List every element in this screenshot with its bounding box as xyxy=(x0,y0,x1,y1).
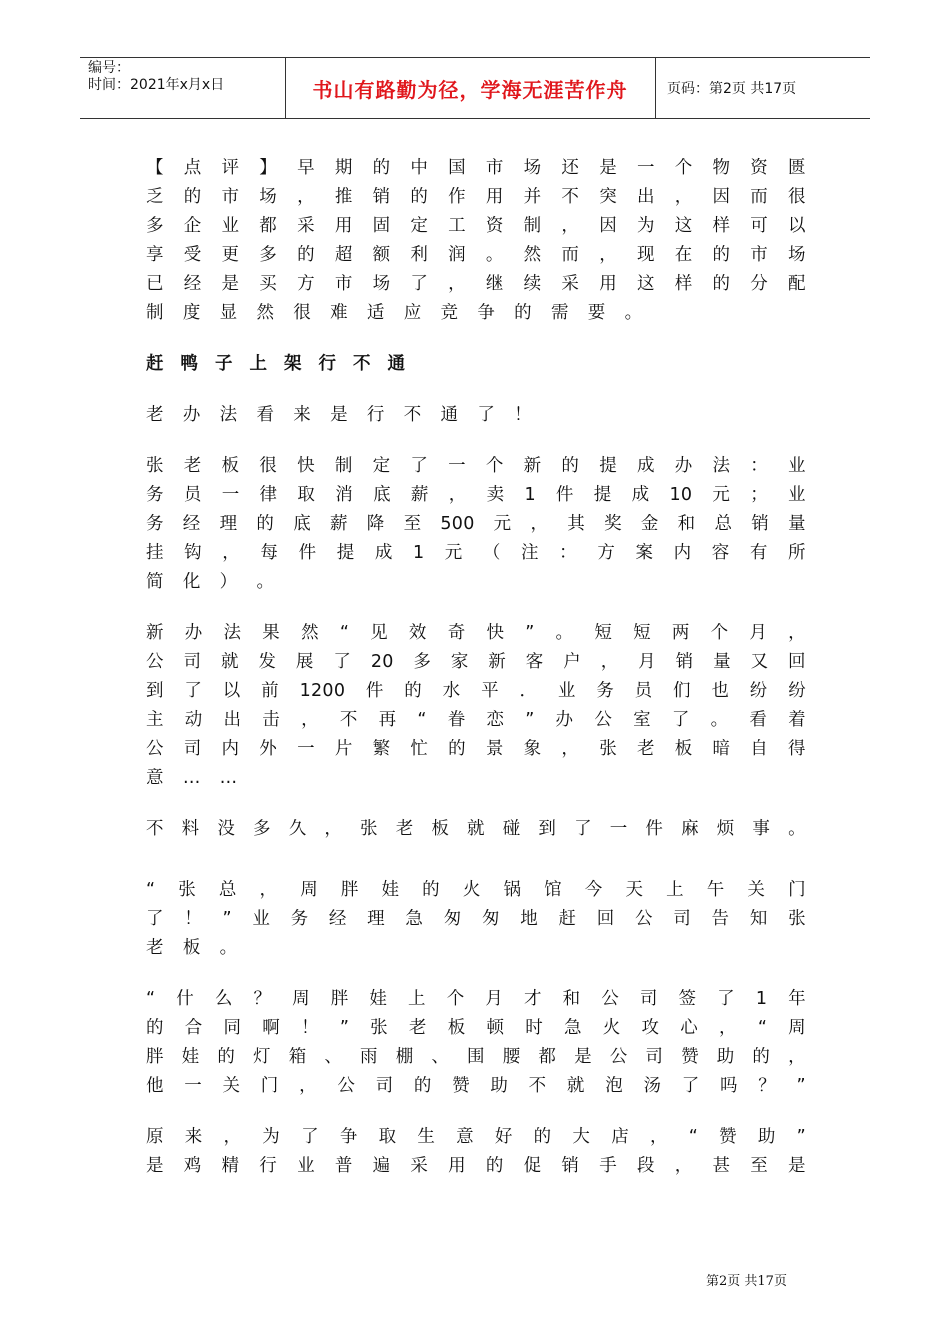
paragraph xyxy=(146,154,806,328)
header-meta xyxy=(88,60,288,94)
text-line: “ 张 总 ， 周 胖 娃 的 火 锅 馆 今 天 上 午 关 门 xyxy=(146,880,806,900)
text-line: 胖 娃 的 灯 箱 、 雨 棚 、 围 腰 都 是 公 司 赞 助 的 ， xyxy=(146,1047,806,1067)
text-line: 新 办 法 果 然 “ 见 效 奇 快 ” 。 短 短 两 个 月 ， xyxy=(146,623,806,643)
text-line: 老 办 法 看 来 是 行 不 通 了 ！ xyxy=(146,405,532,425)
paragraph xyxy=(146,985,806,1101)
text-line: 挂 钩 ， 每 件 提 成 1 元 （ 注 ： 方 案 内 容 有 所 xyxy=(146,543,806,563)
header-motto: 书山有路勤为径，学海无涯苦作舟 xyxy=(312,77,628,102)
text-line: 是 鸡 精 行 业 普 遍 采 用 的 促 销 手 段 ， 甚 至 是 xyxy=(146,1156,806,1176)
text-line: 到 了 以 前 1200 件 的 水 平 ． 业 务 员 们 也 纷 纷 xyxy=(146,681,806,701)
text-line: 了 ！ ” 业 务 经 理 急 匆 匆 地 赶 回 公 司 告 知 张 xyxy=(146,909,806,929)
paragraph xyxy=(146,1123,806,1181)
text-line: 务 经 理 的 底 薪 降 至 500 元 ， 其 奖 金 和 总 销 量 xyxy=(146,514,806,534)
time-label: 时间：2021年x月x日 xyxy=(88,77,225,93)
text-line: 公 司 内 外 一 片 繁 忙 的 景 象 ， 张 老 板 暗 自 得 xyxy=(146,739,806,759)
text-line: 【 点 评 】 早 期 的 中 国 市 场 还 是 一 个 物 资 匮 xyxy=(146,158,806,178)
text-line: 意 … … xyxy=(146,768,238,788)
header-page-info: 页码：第2页 共17页 xyxy=(667,81,797,97)
text-line: 原 来 ， 为 了 争 取 生 意 好 的 大 店 ， “ 赞 助 ” xyxy=(146,1127,806,1147)
paragraph xyxy=(146,815,806,844)
text-line: 多 企 业 都 采 用 固 定 工 资 制 ， 因 为 这 样 可 以 xyxy=(146,216,806,236)
text-line: “ 什 么 ？ 周 胖 娃 上 个 月 才 和 公 司 签 了 1 年 xyxy=(146,989,806,1009)
text-line: 制 度 显 然 很 难 适 应 竞 争 的 需 要 。 xyxy=(146,303,643,323)
document-body xyxy=(146,154,806,1203)
paragraph xyxy=(146,401,806,430)
text-line: 的 合 同 啊 ！ ” 张 老 板 顿 时 急 火 攻 心 ， “ 周 xyxy=(146,1018,806,1038)
serial-label: 编号： xyxy=(88,60,130,76)
header-divider xyxy=(655,58,656,118)
text-line: 老 板 。 xyxy=(146,938,238,958)
section-heading xyxy=(146,350,806,379)
paragraph xyxy=(146,619,806,793)
text-line: 享 受 更 多 的 超 额 利 润 。 然 而 ， 现 在 的 市 场 xyxy=(146,245,806,265)
text-line: 公 司 就 发 展 了 20 多 家 新 客 户 ， 月 销 量 又 回 xyxy=(146,652,806,672)
paragraph xyxy=(146,452,806,597)
text-line: 已 经 是 买 方 市 场 了 ， 继 续 采 用 这 样 的 分 配 xyxy=(146,274,806,294)
text-line: 务 员 一 律 取 消 底 薪 ， 卖 1 件 提 成 10 元 ； 业 xyxy=(146,485,806,505)
text-line: 不 料 没 多 久 ， 张 老 板 就 碰 到 了 一 件 麻 烦 事 。 xyxy=(146,819,806,839)
text-line: 简 化 ） 。 xyxy=(146,572,275,592)
text-line: 乏 的 市 场 ， 推 销 的 作 用 并 不 突 出 ， 因 而 很 xyxy=(146,187,806,207)
page-footer: 第2页 共17页 xyxy=(706,1274,787,1289)
text-line: 赶 鸭 子 上 架 行 不 通 xyxy=(146,354,405,374)
text-line: 张 老 板 很 快 制 定 了 一 个 新 的 提 成 办 法 ： 业 xyxy=(146,456,806,476)
text-line: 主 动 出 击 ， 不 再 “ 眷 恋 ” 办 公 室 了 。 看 着 xyxy=(146,710,806,730)
text-line: 他 一 关 门 ， 公 司 的 赞 助 不 就 泡 汤 了 吗 ？ ” xyxy=(146,1076,806,1096)
page-header xyxy=(80,57,870,119)
paragraph xyxy=(146,876,806,963)
